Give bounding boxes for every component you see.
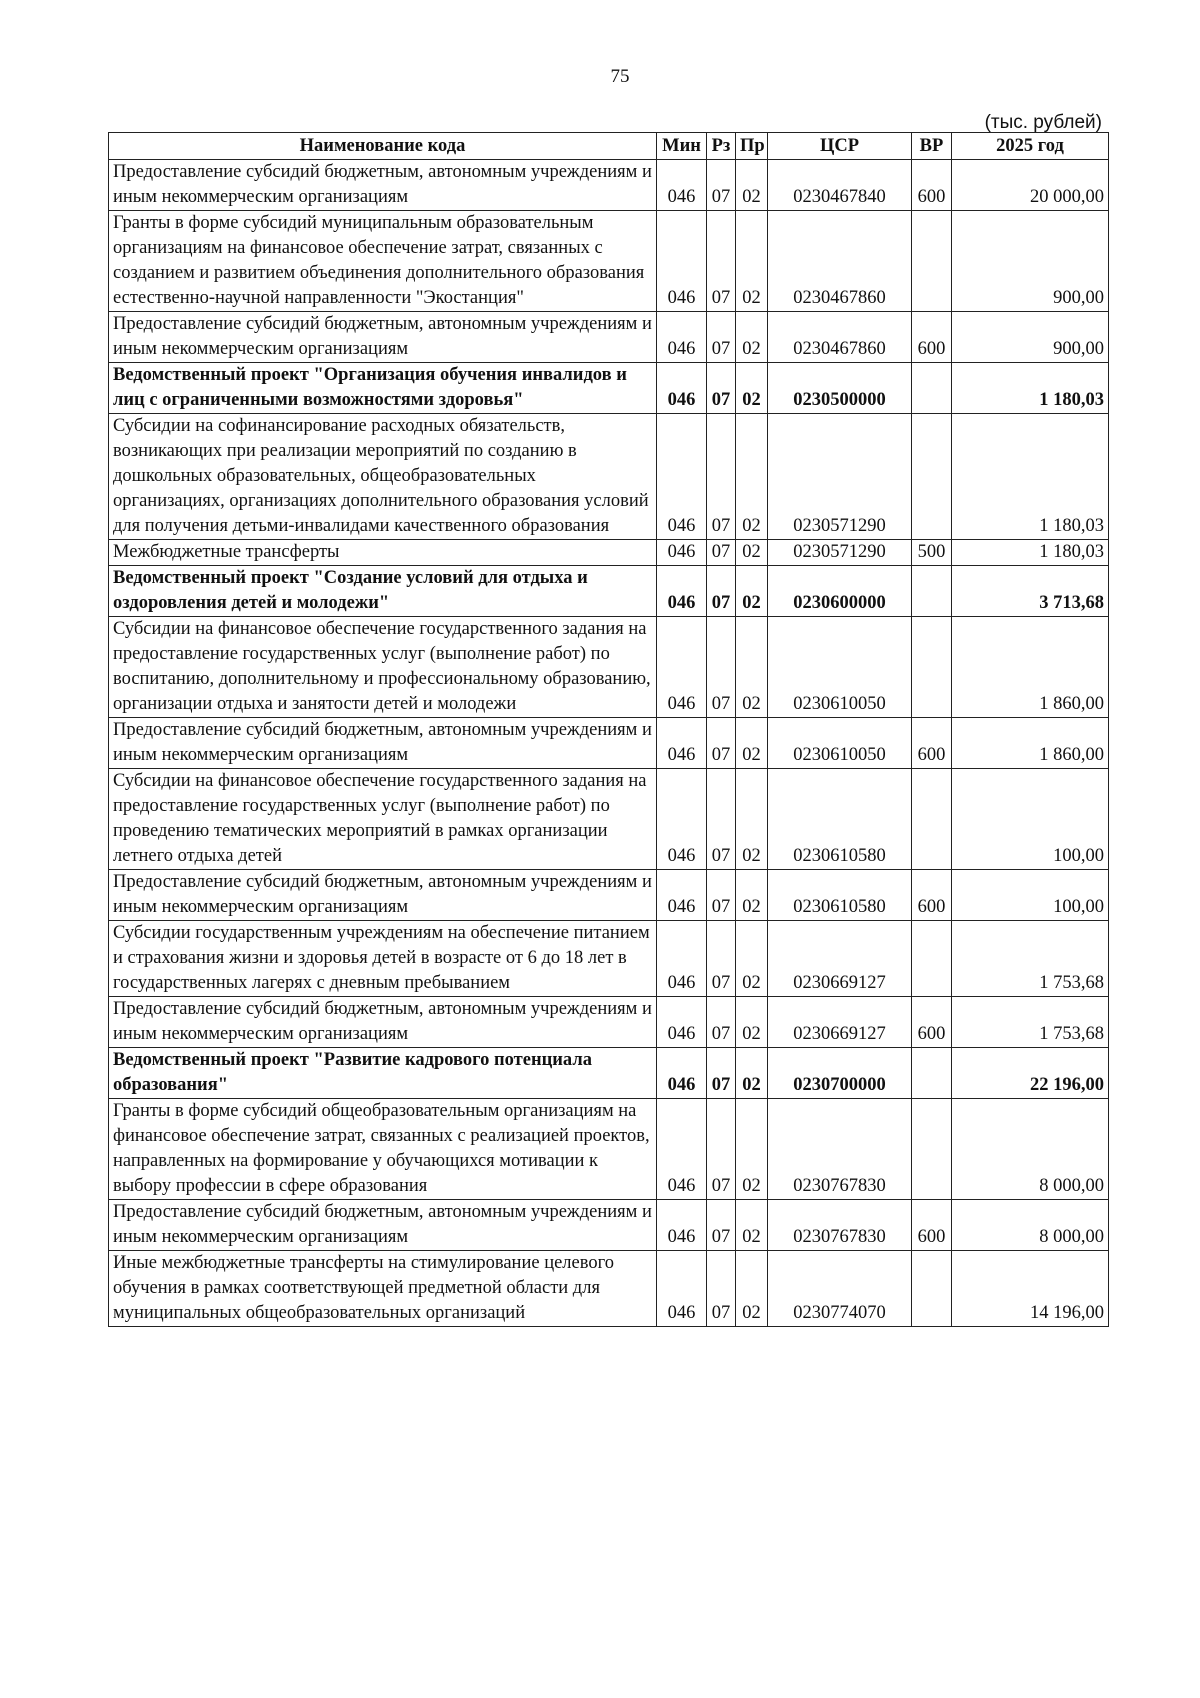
cell-amount: 14 196,00 xyxy=(952,1251,1109,1327)
table-row xyxy=(109,1048,1109,1099)
cell-name: Субсидии на финансовое обеспечение государственного задания на предоставление государственных услуг (выполнение работ) по проведению тематических мероприятий в рамках организации летнего отдыха детей xyxy=(109,769,657,870)
header-name: Наименование кода xyxy=(109,133,657,160)
cell-csr: 0230610580 xyxy=(768,870,912,921)
cell-csr: 0230467860 xyxy=(768,211,912,312)
cell-amount: 100,00 xyxy=(952,870,1109,921)
cell-pr: 02 xyxy=(736,363,768,414)
cell-amount: 1 753,68 xyxy=(952,997,1109,1048)
cell-min: 046 xyxy=(657,160,707,211)
cell-amount: 1 753,68 xyxy=(952,921,1109,997)
cell-name: Ведомственный проект "Организация обучения инвалидов и лиц с ограниченными возможностями здоровья" xyxy=(109,363,657,414)
cell-min: 046 xyxy=(657,1048,707,1099)
cell-csr: 0230669127 xyxy=(768,921,912,997)
cell-csr: 0230571290 xyxy=(768,414,912,540)
cell-min: 046 xyxy=(657,1200,707,1251)
cell-name: Субсидии государственным учреждениям на обеспечение питанием и страхования жизни и здоровья детей в возрасте от 6 до 18 лет в государственных лагерях с дневным пребыванием xyxy=(109,921,657,997)
cell-min: 046 xyxy=(657,921,707,997)
cell-min: 046 xyxy=(657,1251,707,1327)
cell-csr: 0230610050 xyxy=(768,617,912,718)
table-row xyxy=(109,1200,1109,1251)
cell-pr: 02 xyxy=(736,769,768,870)
cell-amount: 20 000,00 xyxy=(952,160,1109,211)
page-number: 75 xyxy=(610,66,630,87)
cell-csr: 0230600000 xyxy=(768,566,912,617)
cell-min: 046 xyxy=(657,312,707,363)
cell-name: Ведомственный проект "Создание условий для отдыха и оздоровления детей и молодежи" xyxy=(109,566,657,617)
cell-pr: 02 xyxy=(736,414,768,540)
table-row xyxy=(109,1251,1109,1327)
cell-amount: 3 713,68 xyxy=(952,566,1109,617)
cell-rz: 07 xyxy=(707,997,736,1048)
cell-name: Межбюджетные трансферты xyxy=(109,540,657,566)
cell-pr: 02 xyxy=(736,1251,768,1327)
cell-amount: 22 196,00 xyxy=(952,1048,1109,1099)
cell-vr: 600 xyxy=(912,312,952,363)
cell-pr: 02 xyxy=(736,617,768,718)
cell-amount: 1 860,00 xyxy=(952,617,1109,718)
cell-amount: 8 000,00 xyxy=(952,1099,1109,1200)
cell-rz: 07 xyxy=(707,921,736,997)
table-row xyxy=(109,540,1109,566)
cell-amount: 100,00 xyxy=(952,769,1109,870)
table-row xyxy=(109,1099,1109,1200)
cell-rz: 07 xyxy=(707,312,736,363)
table-row xyxy=(109,312,1109,363)
header-csr: ЦСР xyxy=(768,133,912,160)
table-row xyxy=(109,363,1109,414)
cell-rz: 07 xyxy=(707,870,736,921)
cell-amount: 1 180,03 xyxy=(952,363,1109,414)
table-row xyxy=(109,870,1109,921)
cell-rz: 07 xyxy=(707,414,736,540)
table-row xyxy=(109,414,1109,540)
table-row xyxy=(109,211,1109,312)
cell-pr: 02 xyxy=(736,870,768,921)
table-row xyxy=(109,997,1109,1048)
cell-name: Субсидии на софинансирование расходных обязательств, возникающих при реализации мероприятий по созданию в дошкольных образовательных, общеобразовательных организациях, организациях дополнительного образования условий для получения детьми-инвалидами качественного образования xyxy=(109,414,657,540)
table-body xyxy=(109,160,1109,1327)
cell-amount: 900,00 xyxy=(952,312,1109,363)
cell-min: 046 xyxy=(657,363,707,414)
cell-name: Субсидии на финансовое обеспечение государственного задания на предоставление государственных услуг (выполнение работ) по воспитанию, дополнительному и профессиональному образованию, организации отдыха и занятости детей и молодежи xyxy=(109,617,657,718)
cell-min: 046 xyxy=(657,997,707,1048)
cell-rz: 07 xyxy=(707,160,736,211)
cell-name: Предоставление субсидий бюджетным, автономным учреждениям и иным некоммерческим организациям xyxy=(109,870,657,921)
table-row xyxy=(109,718,1109,769)
cell-pr: 02 xyxy=(736,921,768,997)
cell-rz: 07 xyxy=(707,1200,736,1251)
cell-amount: 900,00 xyxy=(952,211,1109,312)
cell-min: 046 xyxy=(657,211,707,312)
cell-csr: 0230767830 xyxy=(768,1200,912,1251)
cell-name: Предоставление субсидий бюджетным, автономным учреждениям и иным некоммерческим организациям xyxy=(109,718,657,769)
cell-name: Предоставление субсидий бюджетным, автономным учреждениям и иным некоммерческим организациям xyxy=(109,160,657,211)
cell-rz: 07 xyxy=(707,1099,736,1200)
cell-name: Предоставление субсидий бюджетным, автономным учреждениям и иным некоммерческим организациям xyxy=(109,312,657,363)
table-row xyxy=(109,160,1109,211)
cell-pr: 02 xyxy=(736,1048,768,1099)
cell-csr: 0230610050 xyxy=(768,718,912,769)
cell-name: Гранты в форме субсидий муниципальным образовательным организациям на финансовое обеспечение затрат, связанных с созданием и развитием объединения дополнительного образования естественно-научной направленности "Экостанция" xyxy=(109,211,657,312)
cell-csr: 0230467840 xyxy=(768,160,912,211)
cell-pr: 02 xyxy=(736,1099,768,1200)
cell-name: Ведомственный проект "Развитие кадрового потенциала образования" xyxy=(109,1048,657,1099)
cell-vr xyxy=(912,617,952,718)
cell-rz: 07 xyxy=(707,617,736,718)
cell-rz: 07 xyxy=(707,1251,736,1327)
cell-name: Предоставление субсидий бюджетным, автономным учреждениям и иным некоммерческим организациям xyxy=(109,1200,657,1251)
cell-vr: 500 xyxy=(912,540,952,566)
cell-min: 046 xyxy=(657,718,707,769)
cell-vr xyxy=(912,363,952,414)
cell-name: Гранты в форме субсидий общеобразовательным организациям на финансовое обеспечение затрат, связанных с реализацией проектов, направленных на формирование у обучающихся мотивации к выбору профессии в сфере образования xyxy=(109,1099,657,1200)
cell-vr xyxy=(912,1251,952,1327)
cell-rz: 07 xyxy=(707,211,736,312)
cell-min: 046 xyxy=(657,566,707,617)
cell-pr: 02 xyxy=(736,997,768,1048)
cell-name: Иные межбюджетные трансферты на стимулирование целевого обучения в рамках соответствующей предметной области для муниципальных общеобразовательных организаций xyxy=(109,1251,657,1327)
table-row xyxy=(109,617,1109,718)
cell-csr: 0230500000 xyxy=(768,363,912,414)
header-rz: Рз xyxy=(707,133,736,160)
table-row xyxy=(109,566,1109,617)
cell-pr: 02 xyxy=(736,540,768,566)
table-row xyxy=(109,769,1109,870)
cell-rz: 07 xyxy=(707,1048,736,1099)
cell-csr: 0230610580 xyxy=(768,769,912,870)
table-header-row xyxy=(109,133,1109,160)
cell-min: 046 xyxy=(657,769,707,870)
cell-amount: 8 000,00 xyxy=(952,1200,1109,1251)
cell-csr: 0230767830 xyxy=(768,1099,912,1200)
cell-vr: 600 xyxy=(912,1200,952,1251)
cell-rz: 07 xyxy=(707,718,736,769)
cell-csr: 0230467860 xyxy=(768,312,912,363)
cell-vr: 600 xyxy=(912,160,952,211)
cell-vr xyxy=(912,769,952,870)
cell-csr: 0230700000 xyxy=(768,1048,912,1099)
cell-pr: 02 xyxy=(736,1200,768,1251)
cell-pr: 02 xyxy=(736,566,768,617)
cell-min: 046 xyxy=(657,414,707,540)
cell-vr: 600 xyxy=(912,718,952,769)
cell-rz: 07 xyxy=(707,540,736,566)
cell-rz: 07 xyxy=(707,566,736,617)
cell-vr: 600 xyxy=(912,997,952,1048)
budget-table xyxy=(108,132,1109,1327)
cell-vr xyxy=(912,1099,952,1200)
table-row xyxy=(109,921,1109,997)
cell-name: Предоставление субсидий бюджетным, автономным учреждениям и иным некоммерческим организациям xyxy=(109,997,657,1048)
cell-csr: 0230774070 xyxy=(768,1251,912,1327)
cell-csr: 0230571290 xyxy=(768,540,912,566)
header-min: Мин xyxy=(657,133,707,160)
cell-rz: 07 xyxy=(707,363,736,414)
cell-rz: 07 xyxy=(707,769,736,870)
cell-pr: 02 xyxy=(736,718,768,769)
cell-vr xyxy=(912,211,952,312)
cell-min: 046 xyxy=(657,870,707,921)
cell-vr xyxy=(912,414,952,540)
cell-amount: 1 180,03 xyxy=(952,414,1109,540)
cell-csr: 0230669127 xyxy=(768,997,912,1048)
cell-vr: 600 xyxy=(912,870,952,921)
cell-min: 046 xyxy=(657,540,707,566)
cell-pr: 02 xyxy=(736,160,768,211)
cell-min: 046 xyxy=(657,1099,707,1200)
header-vr: ВР xyxy=(912,133,952,160)
header-amount: 2025 год xyxy=(952,133,1109,160)
header-pr: Пр xyxy=(736,133,768,160)
cell-vr xyxy=(912,566,952,617)
cell-vr xyxy=(912,921,952,997)
units-label: (тыс. рублей) xyxy=(984,112,1102,133)
cell-pr: 02 xyxy=(736,211,768,312)
cell-pr: 02 xyxy=(736,312,768,363)
cell-min: 046 xyxy=(657,617,707,718)
cell-vr xyxy=(912,1048,952,1099)
cell-amount: 1 860,00 xyxy=(952,718,1109,769)
cell-amount: 1 180,03 xyxy=(952,540,1109,566)
